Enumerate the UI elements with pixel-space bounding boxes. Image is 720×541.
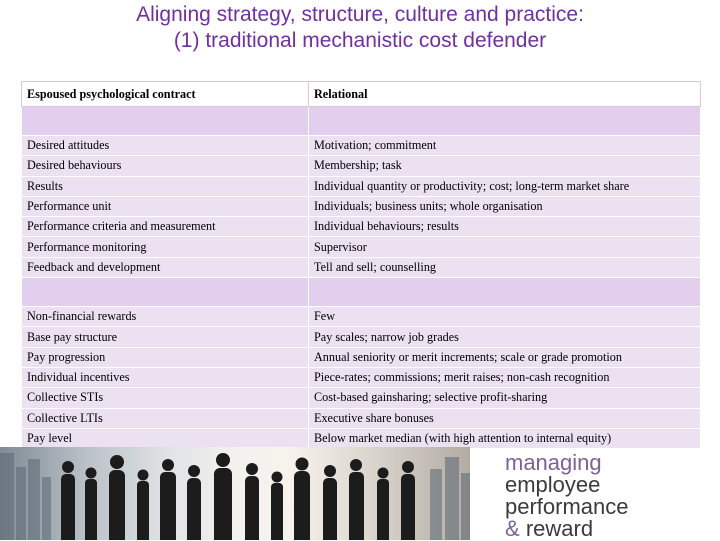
table-row	[22, 257, 701, 277]
row-label: Performance monitoring	[22, 237, 309, 257]
brand-line-performance: performance	[505, 494, 629, 519]
row-value: Membership; task	[309, 156, 701, 176]
row-value: Pay scales; narrow job grades	[309, 327, 701, 347]
table-row	[22, 237, 701, 257]
row-value: Tell and sell; counselling	[309, 257, 701, 277]
row-label: Desired attitudes	[22, 136, 309, 156]
people-silhouettes-photo	[0, 447, 470, 540]
ampersand-glyph: &	[505, 516, 520, 541]
row-label: Desired behaviours	[22, 156, 309, 176]
row-value: Supervisor	[309, 237, 701, 257]
row-label: Pay level	[22, 428, 309, 448]
slide-title-line-2: (1) traditional mechanistic cost defender	[173, 29, 547, 52]
header-cell: Espoused psychological contract	[22, 82, 309, 107]
table-row	[22, 156, 701, 176]
row-value: Annual seniority or merit increments; scale or grade promotion	[309, 347, 701, 367]
brand-line-employee: employee	[505, 472, 601, 497]
row-label: Non-financial rewards	[22, 307, 309, 327]
section-divider	[22, 107, 701, 136]
row-label: Base pay structure	[22, 327, 309, 347]
brand-logo	[505, 452, 705, 540]
table-row	[22, 408, 701, 428]
row-label: Collective LTIs	[22, 408, 309, 428]
row-value: Individual quantity or productivity; cost; long-term market share	[309, 176, 701, 196]
silhouettes-graphic	[0, 447, 470, 540]
row-value: Individuals; business units; whole organisation	[309, 196, 701, 216]
row-value: Below market median (with high attention to internal equity)	[309, 428, 701, 448]
row-label: Performance unit	[22, 196, 309, 216]
table-row	[22, 307, 701, 327]
table-header-row	[22, 82, 701, 107]
row-value: Executive share bonuses	[309, 408, 701, 428]
row-label: Collective STIs	[22, 388, 309, 408]
table-row	[22, 388, 701, 408]
row-value: Individual behaviours; results	[309, 217, 701, 237]
table-row	[22, 367, 701, 387]
table-row	[22, 217, 701, 237]
table-row	[22, 347, 701, 367]
row-value: Piece-rates; commissions; merit raises; non-cash recognition	[309, 367, 701, 387]
section-divider	[22, 278, 701, 307]
row-value: Cost-based gainsharing; selective profit-sharing	[309, 388, 701, 408]
row-label: Feedback and development	[22, 257, 309, 277]
slide-title-line-1: Aligning strategy, structure, culture and practice:	[136, 3, 584, 26]
row-value: Motivation; commitment	[309, 136, 701, 156]
header-cell: Relational	[309, 82, 701, 107]
table-row	[22, 136, 701, 156]
contract-table	[21, 81, 701, 449]
slide-title	[0, 2, 720, 54]
row-label: Individual incentives	[22, 367, 309, 387]
row-label: Pay progression	[22, 347, 309, 367]
brand-line-reward	[505, 518, 705, 540]
row-value: Few	[309, 307, 701, 327]
table-row	[22, 327, 701, 347]
table-row	[22, 428, 701, 448]
table-row	[22, 196, 701, 216]
table-row	[22, 176, 701, 196]
row-label: Results	[22, 176, 309, 196]
brand-line-managing: managing	[505, 450, 602, 475]
brand-word-reward: reward	[525, 516, 594, 541]
row-label: Performance criteria and measurement	[22, 217, 309, 237]
